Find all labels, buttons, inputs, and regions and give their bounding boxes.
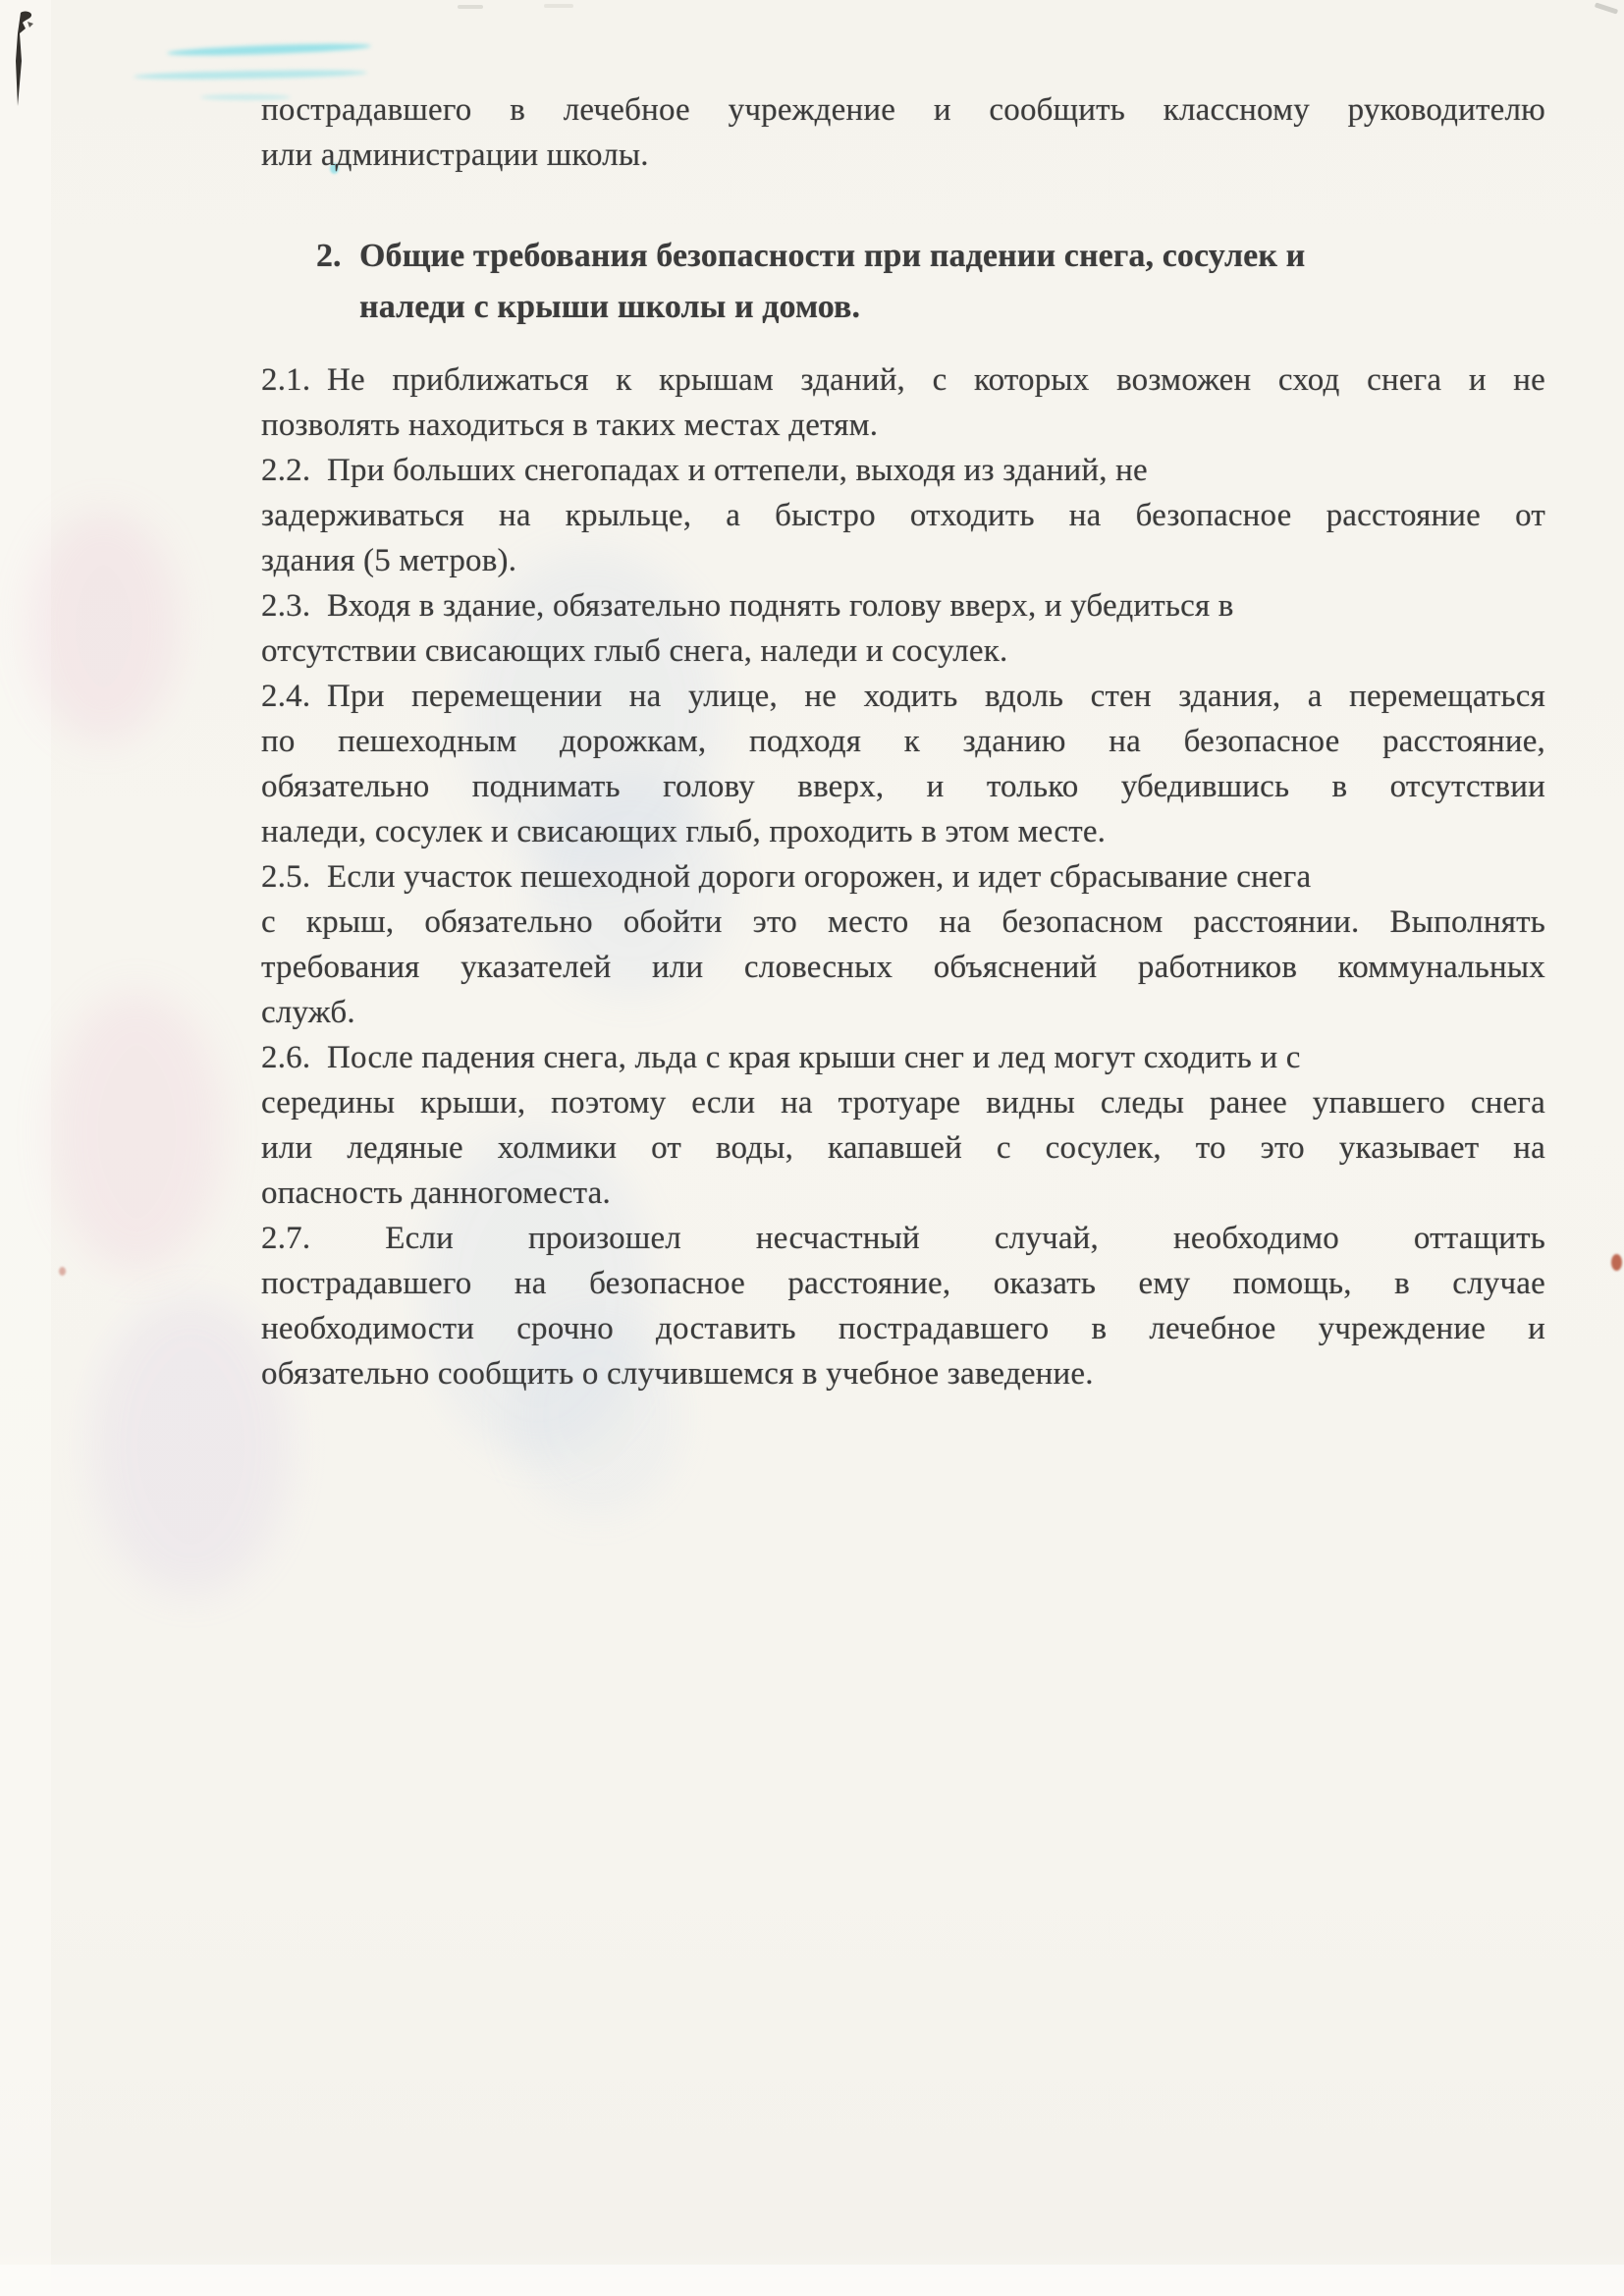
text-line: 2.7. Если произошел несчастный случай, необходимо оттащить <box>261 1221 1545 1256</box>
ink-mark <box>6 10 39 110</box>
paper-smudge-pink <box>27 511 180 741</box>
text-line: задерживаться на крыльце, а быстро отходить на безопасное расстояние от <box>261 498 1545 533</box>
text-line: 2.3. Входя в здание, обязательно поднять голову вверх, и убедиться в <box>261 588 1234 624</box>
text-line: пострадавшего на безопасное расстояние, оказать ему помощь, в случае <box>261 1266 1545 1301</box>
section-heading <box>316 231 1545 333</box>
text-line: или ледяные холмики от воды, капавшей с сосулек, то это указывает на <box>261 1130 1545 1166</box>
instruction-item <box>261 448 1545 583</box>
text-line: обязательно сообщить о случившемся в учебное заведение. <box>261 1356 1094 1392</box>
text-line: опасность данногоместа. <box>261 1175 611 1211</box>
text-line: 2.1. Не приближаться к крышам зданий, с которых возможен сход снега и не <box>261 362 1545 398</box>
text-line: 2.6. После падения снега, льда с края крыши снег и лед могут сходить и с <box>261 1040 1301 1075</box>
text-line: 2.5. Если участок пешеходной дороги огорожен, и идет сбрасывание снега <box>261 859 1312 895</box>
text-line: пострадавшего в лечебное учреждение и сообщить классному руководителю <box>261 92 1545 128</box>
text-line: служб. <box>261 995 355 1030</box>
pen-scribble <box>134 69 367 81</box>
text-line: здания (5 метров). <box>261 543 517 578</box>
scan-bottom-edge <box>0 2265 1624 2296</box>
text-line: наледи с крыши школы и домов. <box>359 289 861 325</box>
instruction-item <box>261 674 1545 854</box>
pen-scribble <box>167 41 371 57</box>
paragraph-intro <box>261 87 1545 178</box>
section-number: 2. <box>316 238 342 274</box>
text-line: необходимости срочно доставить пострадавшего в лечебное учреждение и <box>261 1311 1545 1346</box>
section-heading-text <box>359 231 1305 333</box>
text-line: отсутствии свисающих глыб снега, наледи и сосулек. <box>261 633 1008 669</box>
text-line: обязательно поднимать голову вверх, и только убедившись в отсутствии <box>261 769 1545 804</box>
text-line: 2.4. При перемещении на улице, не ходить вдоль стен здания, а перемещаться <box>261 679 1545 714</box>
text-line: наледи, сосулек и свисающих глыб, проходить в этом месте. <box>261 814 1107 849</box>
paper-speck <box>1595 2 1618 14</box>
instruction-item <box>261 1035 1545 1216</box>
instruction-items <box>261 357 1545 1396</box>
text-line: Общие требования безопасности при падении снега, сосулек и <box>359 238 1306 274</box>
instruction-item <box>261 357 1545 448</box>
text-line: по пешеходным дорожкам, подходя к зданию на безопасное расстояние, <box>261 724 1545 759</box>
paper-speck <box>544 4 573 8</box>
scan-edge-strip <box>0 0 51 2296</box>
instruction-item <box>261 1216 1545 1396</box>
document-text <box>261 87 1545 1396</box>
text-line: с крыш, обязательно обойти это место на безопасном расстоянии. Выполнять <box>261 904 1545 940</box>
paper-speck <box>458 5 483 9</box>
text-line: 2.2. При больших снегопадах и оттепели, выходя из зданий, не <box>261 453 1148 488</box>
red-speck <box>59 1267 66 1276</box>
text-line: требования указателей или словесных объяснений работников коммунальных <box>261 950 1545 985</box>
text-line: середины крыши, поэтому если на тротуаре видны следы ранее упавшего снега <box>261 1085 1545 1121</box>
text-line: позволять находиться в таких местах детям. <box>261 408 879 443</box>
red-edge-mark <box>1611 1254 1622 1271</box>
text-line: или администрации школы. <box>261 137 649 173</box>
paper-smudge-pink <box>51 992 223 1272</box>
instruction-item <box>261 583 1545 674</box>
instruction-item <box>261 854 1545 1035</box>
